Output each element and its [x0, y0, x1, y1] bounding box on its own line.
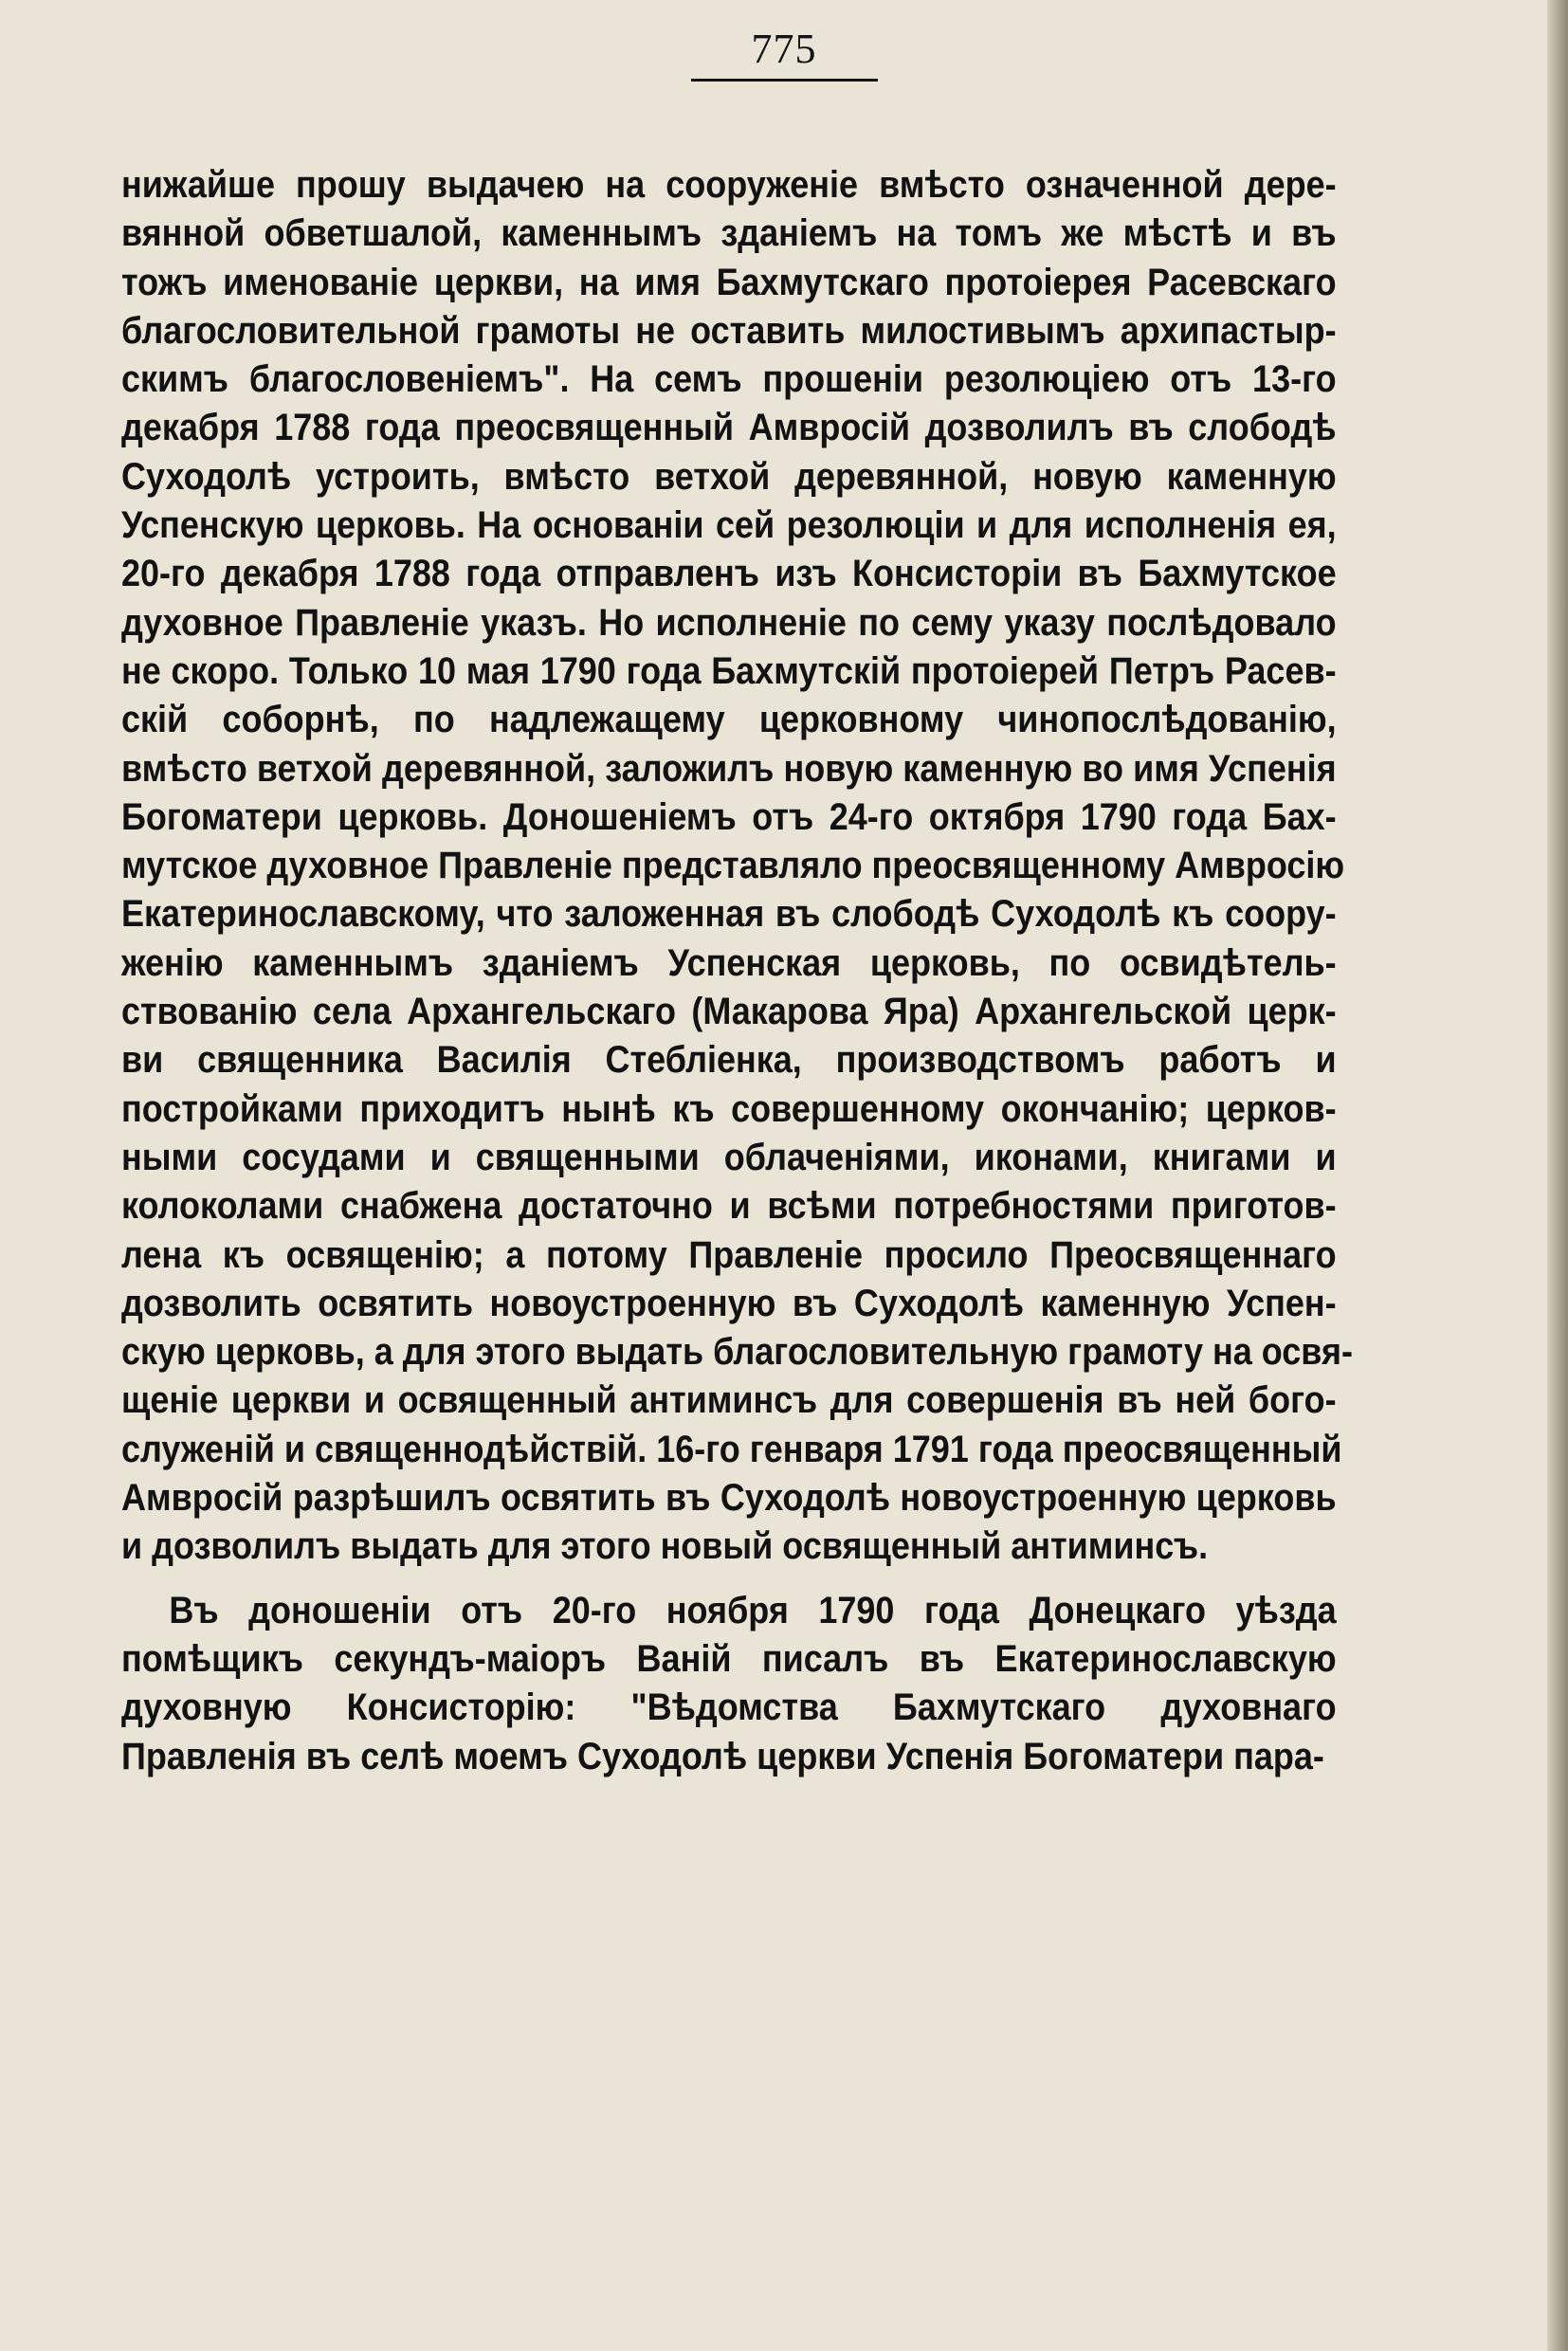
text-line: Екатеринославскому, что заложенная въ слободѣ Суходолѣ къ соору- — [121, 893, 1337, 936]
text-line: скую церковь, а для этого выдать благословительную грамоту на освя- — [121, 1331, 1353, 1374]
text-line: и дозволилъ выдать для этого новый освященный антиминсъ. — [121, 1525, 1209, 1568]
text-line: нижайше прошу выдачею на сооруженіе вмѣсто означенной дере- — [121, 164, 1337, 206]
body-text — [121, 161, 1353, 1781]
text-line: вянной обветшалой, каменнымъ зданіемъ на томъ же мѣстѣ и въ — [121, 212, 1337, 255]
page-edge-shadow — [1547, 0, 1568, 2351]
text-line: ными сосудами и священными облаченіями, иконами, книгами и — [121, 1136, 1337, 1178]
page-header — [0, 25, 1568, 82]
text-line: Въ доношеніи отъ 20-го ноября 1790 года Донецкаго уѣзда — [169, 1589, 1337, 1631]
text-line: ствованію села Архангельскаго (Макарова Яра) Архангельской церк- — [121, 991, 1337, 1033]
paragraph — [121, 1587, 1337, 1781]
text-line: вмѣсто ветхой деревянной, заложилъ новую каменную во имя Успенія — [121, 747, 1337, 790]
text-line: дозволить освятить новоустроенную въ Суходолѣ каменную Успен- — [121, 1282, 1337, 1324]
text-line: скимъ благословеніемъ". На семъ прошеніи резолюціею отъ 13-го — [121, 358, 1337, 401]
text-line: Богоматери церковь. Доношеніемъ отъ 24-го октября 1790 года Бах- — [121, 795, 1337, 838]
text-line: скій соборнѣ, по надлежащему церковному чинопослѣдованію, — [121, 699, 1337, 741]
text-line: щеніе церкви и освященный антиминсъ для совершенія въ ней бого- — [121, 1379, 1337, 1422]
text-line: женію каменнымъ зданіемъ Успенская церковь, по освидѣтель- — [121, 941, 1337, 984]
text-line: духовную Консисторію: "Вѣдомства Бахмутскаго духовнаго — [121, 1686, 1337, 1729]
page-number: 775 — [691, 25, 878, 82]
text-line: Суходолѣ устроить, вмѣсто ветхой деревянной, новую каменную — [121, 455, 1337, 498]
text-line: декабря 1788 года преосвященный Амвросій дозволилъ въ слободѣ — [121, 407, 1337, 449]
text-line: помѣщикъ секундъ-маіоръ Ваній писалъ въ Екатеринославскую — [121, 1637, 1337, 1680]
text-line: тожъ именованіе церкви, на имя Бахмутскаго протоіерея Расевскаго — [121, 261, 1337, 303]
text-line: Амвросій разрѣшилъ освятить въ Суходолѣ новоустроенную церковь — [121, 1477, 1337, 1520]
text-line: лена къ освященію; а потому Правленіе просило Преосвященнаго — [121, 1233, 1337, 1276]
text-line: служеній и священнодѣйствій. 16-го генваря 1791 года преосвященный — [121, 1428, 1342, 1470]
text-line: постройками приходитъ нынѣ къ совершенному окончанію; церков- — [121, 1087, 1337, 1130]
text-line: колоколами снабжена достаточно и всѣми потребностями приготов- — [121, 1185, 1337, 1228]
paragraph — [121, 161, 1353, 1572]
text-line: не скоро. Только 10 мая 1790 года Бахмутскій протоіерей Петръ Расев- — [121, 649, 1337, 692]
text-line: ви священника Василія Стебліенка, производствомъ работъ и — [121, 1039, 1337, 1082]
text-line: духовное Правленіе указъ. Но исполненіе по сему указу послѣдовало — [121, 601, 1337, 644]
text-line: мутское духовное Правленіе представляло преосвященному Амвросію — [121, 845, 1345, 887]
text-line: 20-го декабря 1788 года отправленъ изъ Консисторіи въ Бахмутское — [121, 553, 1337, 595]
paragraph-gap — [121, 1572, 1337, 1587]
text-line: Успенскую церковь. На основаніи сей резолюціи и для исполненія ея, — [121, 504, 1337, 547]
text-line: благословительной грамоты не оставить милостивымъ архипастыр- — [121, 309, 1337, 352]
paragraph-container — [121, 161, 1353, 1781]
text-line: Правленія въ селѣ моемъ Суходолѣ церкви Успенія Богоматери пара- — [121, 1735, 1324, 1777]
